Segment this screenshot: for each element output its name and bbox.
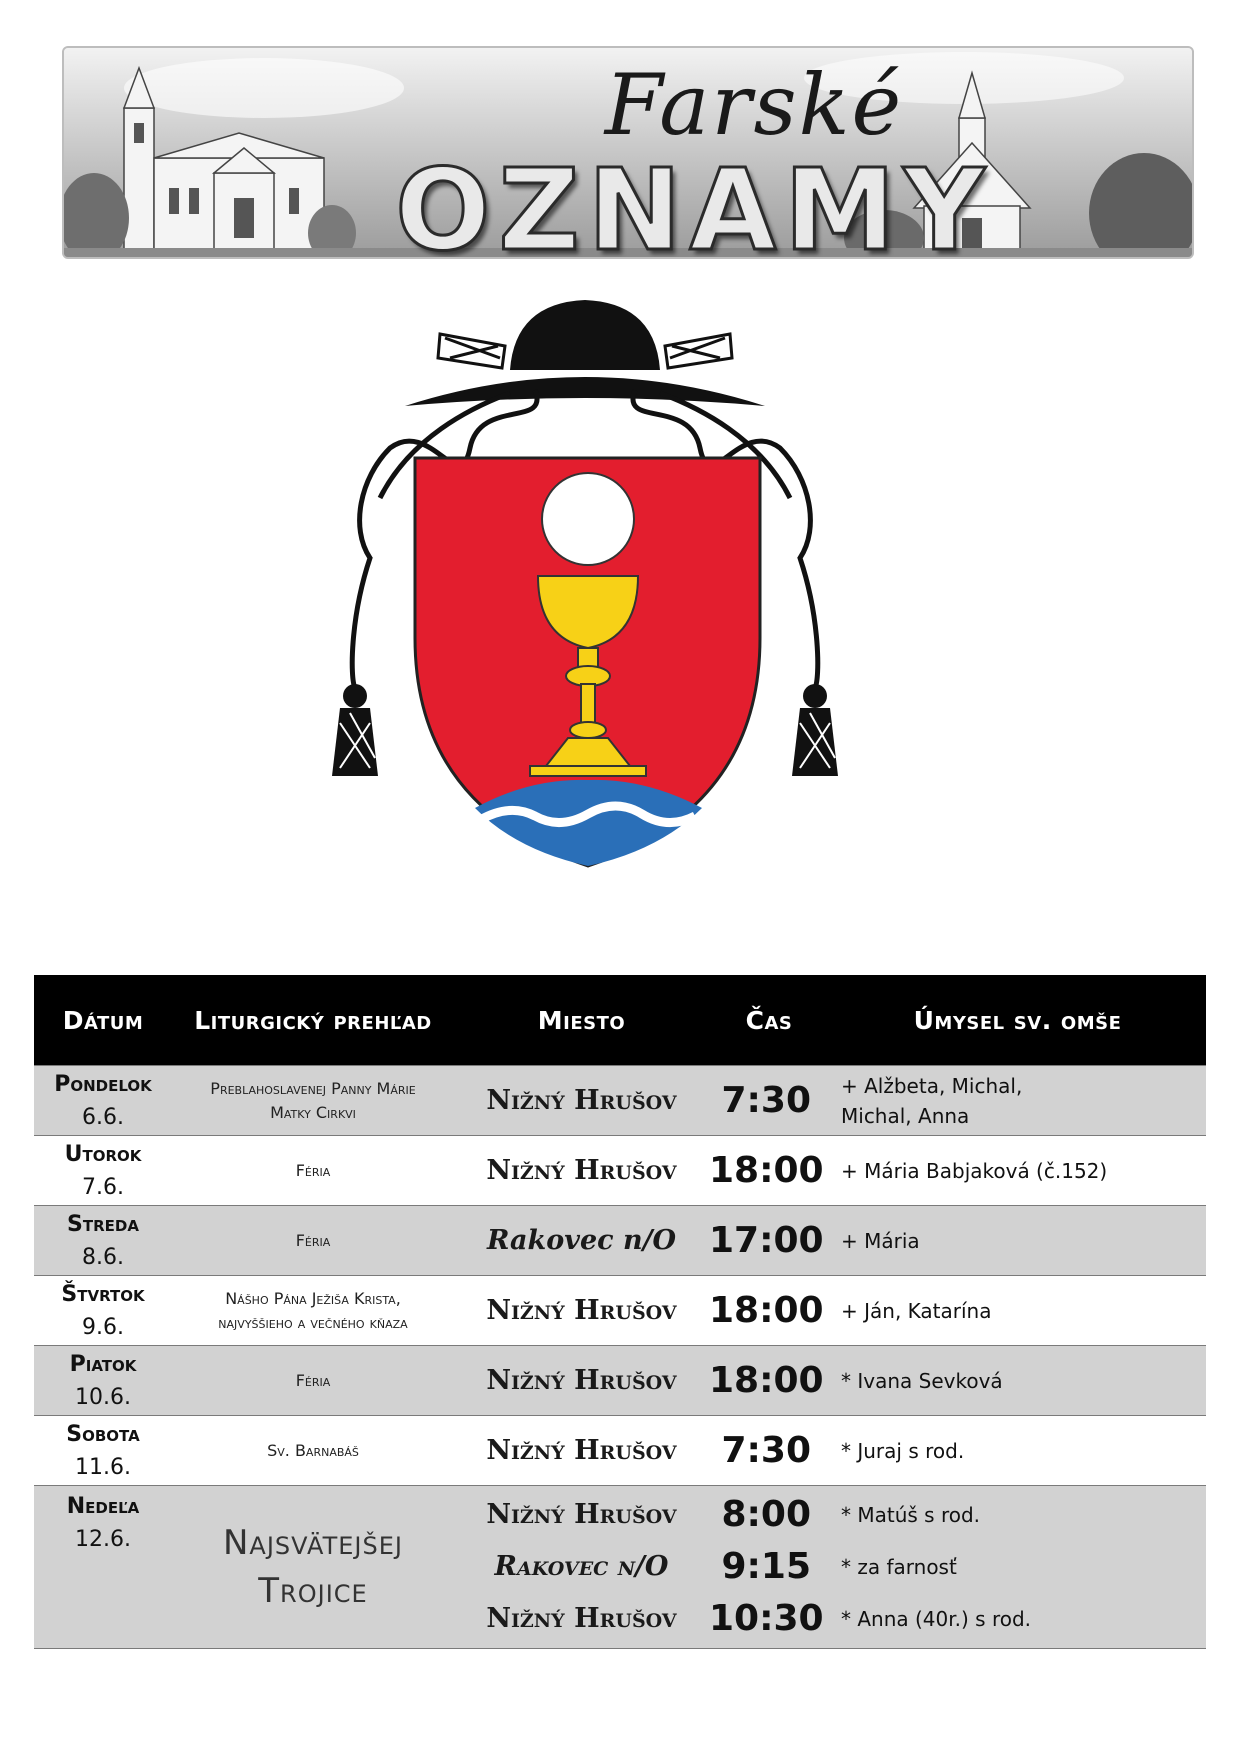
parish-coat-of-arms	[330, 298, 910, 948]
time-cell: 7:30	[709, 1066, 829, 1136]
header-liturgy: Liturgický prehľad	[172, 975, 454, 1066]
mass-place: Rakovec n/O	[494, 1551, 669, 1582]
liturgy-cell: Féria	[172, 1206, 454, 1276]
day-cell	[34, 1416, 172, 1486]
place-cell: Nižný Hrušov	[454, 1416, 709, 1486]
liturgy-cell	[172, 1276, 454, 1346]
mass-time: 9:15	[721, 1546, 811, 1587]
intention-text: + Alžbeta, Michal,	[841, 1073, 1023, 1098]
time-cell: 7:30	[709, 1416, 829, 1486]
day-date: 10.6.	[75, 1384, 131, 1410]
table-header-row	[34, 975, 1206, 1066]
day-date: 12.6.	[75, 1527, 131, 1552]
place-cell: Nižný Hrušov	[454, 1066, 709, 1136]
day-name: Štvrtok	[61, 1281, 145, 1307]
day-cell	[34, 1066, 172, 1136]
mass-place: Nižný Hrušov	[486, 1603, 677, 1634]
header-time: Čas	[709, 975, 829, 1066]
table-row	[34, 1346, 1206, 1416]
day-date: 8.6.	[82, 1244, 124, 1270]
place-cell: Nižný Hrušov	[454, 1136, 709, 1206]
day-cell	[34, 1136, 172, 1206]
liturgy-cell: Féria	[172, 1136, 454, 1206]
intention-text-line2: Michal, Anna	[841, 1103, 970, 1128]
mass-time: 8:00	[721, 1494, 811, 1535]
day-name: Streda	[67, 1211, 139, 1237]
intention-cell: + Mária	[829, 1206, 1206, 1276]
place-cell	[454, 1486, 709, 1649]
liturgy-text: Nášho Pána Ježiša Krista,	[225, 1288, 401, 1308]
time-cell: 18:00	[709, 1276, 829, 1346]
time-cell	[709, 1486, 829, 1649]
day-cell	[34, 1206, 172, 1276]
liturgy-cell: Sv. Barnabáš	[172, 1416, 454, 1486]
intention-cell: * Juraj s rod.	[829, 1416, 1206, 1486]
day-cell	[34, 1276, 172, 1346]
day-name: Sobota	[66, 1421, 140, 1447]
galero-hat-icon	[405, 300, 765, 406]
liturgy-cell: Féria	[172, 1346, 454, 1416]
intention-cell: + Mária Babjaková (č.152)	[829, 1136, 1206, 1206]
mass-intention: * za farnosť	[841, 1555, 957, 1579]
host-icon	[542, 473, 634, 565]
mass-intention: * Anna (40r.) s rod.	[841, 1607, 1032, 1631]
banner-main-title: OZNAMY	[395, 146, 993, 259]
header-intention: Úmysel sv. omše	[829, 975, 1206, 1066]
tassel-right-icon	[792, 684, 838, 776]
header-date: Dátum	[34, 975, 172, 1066]
header-place: Miesto	[454, 975, 709, 1066]
table-row	[34, 1276, 1206, 1346]
day-name: Utorok	[64, 1141, 142, 1167]
day-date: 11.6.	[75, 1454, 131, 1480]
tassel-left-icon	[332, 684, 378, 776]
intention-cell: + Ján, Katarína	[829, 1276, 1206, 1346]
place-cell: Nižný Hrušov	[454, 1276, 709, 1346]
place-cell: Rakovec n/O	[454, 1206, 709, 1276]
place-cell: Nižný Hrušov	[454, 1346, 709, 1416]
mass-place: Nižný Hrušov	[486, 1499, 677, 1530]
table-row	[34, 1206, 1206, 1276]
table-row	[34, 1416, 1206, 1486]
liturgy-cell	[172, 1066, 454, 1136]
day-date: 7.6.	[82, 1174, 124, 1200]
time-cell: 18:00	[709, 1136, 829, 1206]
intention-cell	[829, 1486, 1206, 1649]
liturgy-text-line2: Trojice	[258, 1571, 368, 1611]
time-cell: 18:00	[709, 1346, 829, 1416]
banner-script-title: Farské	[604, 56, 904, 154]
table-row	[34, 1136, 1206, 1206]
time-cell: 17:00	[709, 1206, 829, 1276]
table-row	[34, 1066, 1206, 1136]
mass-time: 10:30	[709, 1598, 824, 1639]
day-cell	[34, 1486, 172, 1649]
day-name: Nedeľa	[66, 1494, 140, 1519]
liturgy-text-line2: Matky Cirkvi	[270, 1102, 356, 1122]
day-cell	[34, 1346, 172, 1416]
day-date: 9.6.	[82, 1314, 124, 1340]
table-row	[34, 1486, 1206, 1649]
liturgy-text: Preblahoslavenej Panny Márie	[210, 1078, 416, 1098]
liturgy-text: Najsvätejšej	[223, 1523, 403, 1563]
day-date: 6.6.	[82, 1104, 124, 1130]
header-banner	[62, 46, 1194, 259]
intention-cell	[829, 1066, 1206, 1136]
mass-schedule-table	[34, 975, 1206, 1649]
liturgy-cell	[172, 1486, 454, 1649]
intention-cell: * Ivana Sevková	[829, 1346, 1206, 1416]
liturgy-text-line2: najvyššieho a večného kňaza	[218, 1312, 408, 1332]
mass-intention: * Matúš s rod.	[841, 1503, 981, 1527]
day-name: Piatok	[69, 1351, 137, 1377]
day-name: Pondelok	[54, 1071, 152, 1097]
